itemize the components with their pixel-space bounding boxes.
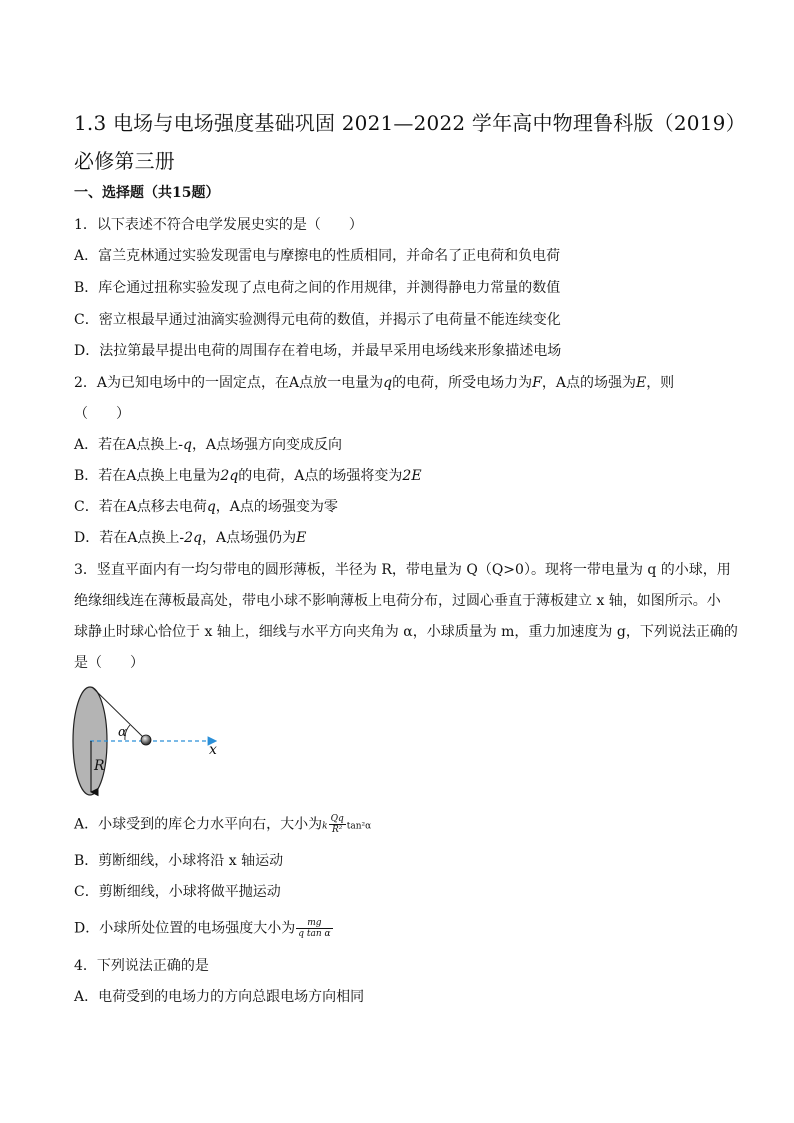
q3-option-a-k: k <box>322 821 328 832</box>
q2-option-a <box>74 435 774 455</box>
q3-option-d-numerator: mg <box>296 918 332 929</box>
q2-option-c-var: q <box>206 499 216 515</box>
title-line-2: 必修第三册 <box>74 149 175 173</box>
q2-var-e: E <box>635 375 647 391</box>
q3-option-d-text: D．小球所处位置的电场强度大小为 <box>74 920 296 937</box>
q2-option-c <box>74 497 774 517</box>
q3-option-d-denominator: q tan α <box>298 929 331 939</box>
q2-var-q: q <box>383 375 393 391</box>
q3-option-a-text: A．小球受到的库仑力水平向右，大小为 <box>74 816 323 833</box>
q1-stem: 1．以下表述不符合电学发展史实的是（ ） <box>74 217 363 233</box>
q1-option-d: D．法拉第最早提出电荷的周围存在着电场，并最早采用电场线来形象描述电场 <box>74 343 562 359</box>
q2-stem-text-4: ，则 <box>646 375 675 391</box>
q3-option-d <box>74 918 774 939</box>
q3-stem-line-1: 3．竖直平面内有一均匀带电的圆形薄板，半径为 R，带电量为 Q（Q>0）。现将一带电量为 q 的小球，用 <box>74 562 731 578</box>
q2-option-d-text: D．若在A点换上 <box>74 530 180 546</box>
q2-option-d-text-2: ，A点场强仍为 <box>201 530 297 546</box>
q2-option-b-text: B．若在A点换上电量为 <box>74 468 221 484</box>
q4-stem: 4．下列说法正确的是 <box>74 958 209 974</box>
q3-option-c: C．剪断细线，小球将做平抛运动 <box>74 884 281 900</box>
q3-option-d-fraction <box>296 918 332 939</box>
q2-stem-text-3: ，A点的场强为 <box>541 375 636 391</box>
q2-option-b-var-2: 2E <box>402 468 422 484</box>
q3-option-a-fraction <box>329 814 346 835</box>
alpha-label: α <box>118 725 127 740</box>
q3-option-a-denominator: R² <box>331 825 343 835</box>
q3-option-a-numerator: Qq <box>330 814 344 824</box>
q2-option-b-text-2: 的电荷，A点的场强将变为 <box>238 468 403 484</box>
q2-stem-text-1: 2．A为已知电场中的一固定点，在A点放一电量为 <box>74 375 384 391</box>
q2-option-a-text: A．若在A点换上 <box>74 437 179 453</box>
q3-option-b: B．剪断细线，小球将沿 x 轴运动 <box>74 853 284 869</box>
q4-option-a: A．电荷受到的电场力的方向总跟电场方向相同 <box>74 989 365 1005</box>
title-line-1: 1.3 电场与电场强度基础巩固 2021—2022 学年高中物理鲁科版（2019） <box>74 111 746 135</box>
q1-option-c: C．密立根最早通过油滴实验测得元电荷的数值，并揭示了电荷量不能连续变化 <box>74 312 561 328</box>
charged-disk-figure <box>66 682 236 802</box>
document-title <box>74 104 764 180</box>
q2-stem-text-2: 的电荷，所受电场力为 <box>392 375 533 391</box>
q3-stem-line-2: 绝缘细线连在薄板最高处，带电小球不影响薄板上电荷分布，过圆心垂直于薄板建立 x 轴，如图所示。小 <box>74 593 721 609</box>
q2-stem <box>74 373 774 393</box>
q1-option-a: A．富兰克林通过实验发现雷电与摩擦电的性质相同，并命名了正电荷和负电荷 <box>74 248 561 264</box>
radius-label: R <box>94 758 105 774</box>
q3-stem-line-3: 球静止时球心恰位于 x 轴上，细线与水平方向夹角为 α，小球质量为 m，重力加速度为 g，下列说法正确的 <box>74 624 738 640</box>
q3-stem-line-4: 是（ ） <box>74 655 144 671</box>
q2-answer-paren: （ ） <box>74 406 130 422</box>
section-heading: 一、选择题（共15题） <box>74 185 220 201</box>
q2-option-b-var: 2q <box>220 468 239 484</box>
q2-option-b <box>74 466 774 486</box>
q2-option-c-text-2: ，A点的场强变为零 <box>215 499 338 515</box>
x-axis-label: x <box>209 742 217 758</box>
q2-option-c-text: C．若在A点移去电荷 <box>74 499 207 515</box>
q1-option-b: B．库仑通过扭称实验发现了点电荷之间的作用规律，并测得静电力常量的数值 <box>74 280 561 296</box>
q2-option-d <box>74 528 774 548</box>
q2-option-d-var-2: E <box>296 530 307 546</box>
q2-option-a-var: -q <box>178 437 192 453</box>
q3-option-a-tan: tan²α <box>346 821 372 832</box>
q3-option-a <box>74 814 774 837</box>
q2-option-d-var: -2q <box>179 530 202 546</box>
charged-ball <box>141 735 151 745</box>
q2-var-f: F <box>532 375 542 391</box>
figure-svg <box>66 682 236 802</box>
q2-option-a-text-2: ，A点场强方向变成反向 <box>191 437 343 453</box>
